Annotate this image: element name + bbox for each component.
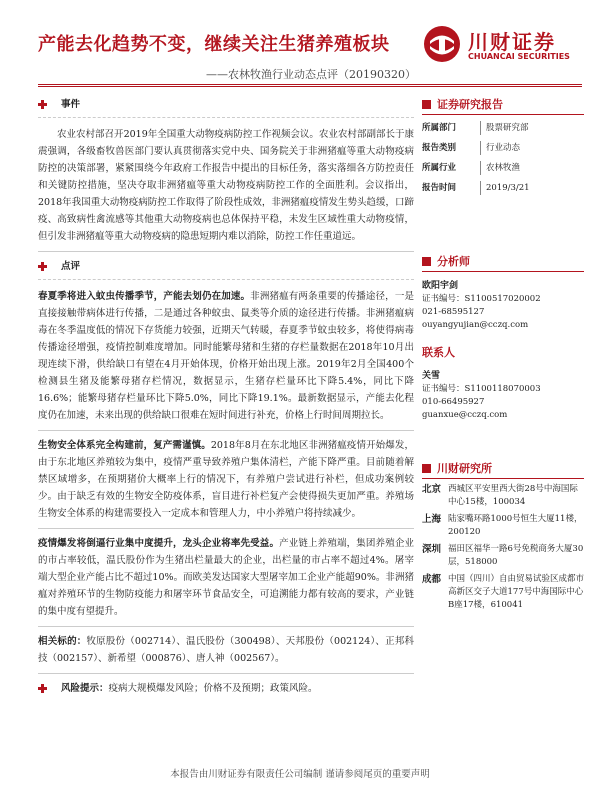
contact-heading [422,344,584,362]
institute-heading [422,460,584,479]
sidebar [422,96,584,612]
contact-name: 关雪 [422,371,441,381]
comment-heading-text: 点评 [61,261,81,272]
divider [38,626,414,627]
info-row-department [422,121,584,135]
address-lines: 中国（四川）自由贸易试验区成都市高新区交子大道177号中海国际中心B座17楼，610041 [448,574,585,610]
risk-warning-text: 疫病大规模爆发风险；价格不及预期；政策风险。 [108,683,318,694]
comment-paragraph-3-lead: 疫情爆发将倒逼行业集中度提升，龙头企业将率先受益。 [38,538,280,549]
brand-name-cn: 川财证券 [468,30,556,54]
address-city: 上海 [422,514,442,525]
institute-heading-text: 川财研究所 [437,462,492,475]
info-row-date [422,181,584,195]
report-info-heading [422,96,584,115]
address-lines: 福田区福华一路6号免税商务大厦30层，518000 [448,544,584,567]
divider [38,673,414,674]
analyst-heading-text: 分析师 [437,255,470,268]
event-paragraph: 农业农村部召开2019年全国重大动物疫病防控工作视频会议。农业农村部副部长于康震强调，各级畜牧兽医部门要认真贯彻落实党中央、国务院关于非洲猪瘟等重大动物疫病防控的决策部署，紧紧围绕今年政府工作报告中提出的目标任务，落实落细各方防控责任和关键防控措施，坚决夺取非洲猪瘟等重大动物疫病防控工作的全面胜利。会议指出，2018年我国重大动物疫病防控工作取得了阶段性成效，非洲猪瘟疫情发生势头趋缓，口蹄疫、高致病性禽流感等其他重大动物疫病也总体保持平稳，未发生区域性重大动物疫情，但引发非洲猪瘟等重大动物疫病的隐患短期内难以消除，防控工作任重道远。 [38,129,414,242]
comment-paragraph-3-body: 产业链上养殖端，集团养殖企业的市占率较低，温氏股份作为生猪出栏量最大的企业，出栏量的市占率不超过4%。屠宰端大型企业产能占比不超过10%。而欧美发达国家大型屠宰加工企业产能超90%。非洲猪瘟对养殖环节的生物防疫能力和屠宰环节食品安全，可追溯能力都有较高的要求，产业链的集中度有望提升。 [38,538,414,617]
comment-paragraph-1 [38,288,414,424]
section-marker-icon [38,684,47,693]
related-stocks-list: 牧原股份（002714）、温氏股份（300498）、天邦股份（002124）、正邦科技（002157）、新希望（000876）、唐人神（002567）。 [38,636,414,664]
info-value: 行业动态 [480,141,584,155]
flag-icon [422,257,431,266]
info-key: 所属行业 [422,163,457,173]
address-beijing [422,483,584,509]
address-city: 深圳 [422,544,442,555]
contact-card [422,370,584,422]
contact-phone: 010-66495927 [422,397,485,407]
report-subtitle: ——农林牧渔行业动态点评（20190320） [206,68,416,81]
analyst-heading [422,253,584,272]
comment-paragraph-3 [38,535,414,620]
address-city: 北京 [422,484,442,495]
comment-paragraph-1-body: 非洲猪瘟有两条重要的传播途径，一是直接接触带病体进行传播，二是通过各种蚊虫、鼠类等介质的途径进行传播。非洲猪瘟病毒在冬季温度低的情况下存货能力较强，近期天气转暖，春夏季节蚊虫较多，将使得病毒传播途径增强，疫情控制难度增加。同时能繁母猪和生猪的存栏量数据在2018年10月出现连续下滑，供给缺口有望在4月开始体现，价格开始出现上涨。2019年2月全国400个检测县生猪及能繁母猪存栏情况，数据显示，生猪存栏量环比下降5.4%，同比下降16.6%；能繁母猪存栏量环比下降5.0%，同比下降19.1%。最新数据显示，产能去化程度仍在加速，未来出现的供给缺口很难在短时间进行补充，价格上行时间周期拉长。 [38,291,414,421]
analyst-card [422,280,584,332]
brand-name-en: CHUANCAI SECURITIES [468,52,570,61]
chuancai-logo-icon [422,24,462,64]
section-marker-icon [38,262,47,271]
address-city: 成都 [422,574,442,585]
main-column [38,96,414,705]
report-title: 产能去化趋势不变，继续关注生猪养殖板块 [38,34,390,55]
divider [38,430,414,431]
analyst-phone: 021-68595127 [422,307,485,317]
comment-paragraph-2-body: 2018年8月在东北地区非洲猪瘟疫情开始爆发，由于东北地区养殖较为集中，疫情严重导致养殖户集体清栏，产能下降严重。目前随着解禁区域增多，在预期猪价大概率上行的情况下，有养殖户尝试进行补栏，但成功案例较少。由于缺乏有效的生物安全防疫体系，盲目进行补栏复产会使得损失更加严重。养殖场生物安全体系的构建需要投入一定成本和管理人力，中小养殖户将持续减少。 [38,440,414,519]
comment-heading [38,258,414,280]
flag-icon [422,464,431,473]
section-marker-icon [38,100,47,109]
address-lines: 陆家嘴环路1000号恒生大厦11楼，200120 [448,514,583,537]
report-info-heading-text: 证券研究报告 [437,98,503,111]
page-footer: 本报告由川财证券有限责任公司编制 谨请参阅尾页的重要声明 [170,769,430,780]
risk-warning [38,680,414,697]
info-value: 农林牧渔 [480,161,584,175]
analyst-name: 欧阳宇剑 [422,281,459,291]
comment-paragraph-2-lead: 生物安全体系完全构建前，复产需谨慎。 [38,440,211,451]
info-row-category [422,141,584,155]
address-lines: 西城区平安里西大街28号中海国际中心15楼，100034 [448,484,578,507]
contact-heading-text: 联系人 [422,346,455,359]
event-heading-text: 事件 [61,99,81,110]
company-logo [422,24,582,68]
header-rule [38,84,582,85]
info-key: 报告时间 [422,183,457,193]
comment-paragraph-1-lead: 春夏季将进入蚊虫传播季节，产能去划仍在加速。 [38,291,251,302]
related-stocks-label: 相关标的： [38,636,87,647]
risk-warning-label: 风险提示： [61,683,109,694]
info-key: 报告类别 [422,143,457,153]
event-heading [38,96,414,118]
comment-paragraph-2 [38,437,414,522]
contact-email[interactable]: guanxue@cczq.com [422,410,508,420]
analyst-cert: 证书编号：S1100517020002 [422,294,541,304]
info-key: 所属部门 [422,123,457,133]
address-shanghai [422,513,584,539]
related-stocks [38,633,414,667]
contact-cert: 证书编号：S1100118070003 [422,384,541,394]
divider [38,528,414,529]
info-value: 股票研究部 [480,121,584,135]
divider [38,251,414,252]
info-row-industry [422,161,584,175]
header-rule-second [38,86,582,87]
address-shenzhen [422,543,584,569]
info-value: 2019/3/21 [480,181,584,195]
analyst-email[interactable]: ouyangyujian@cczq.com [422,320,529,330]
address-chengdu [422,573,584,612]
flag-icon [422,100,431,109]
